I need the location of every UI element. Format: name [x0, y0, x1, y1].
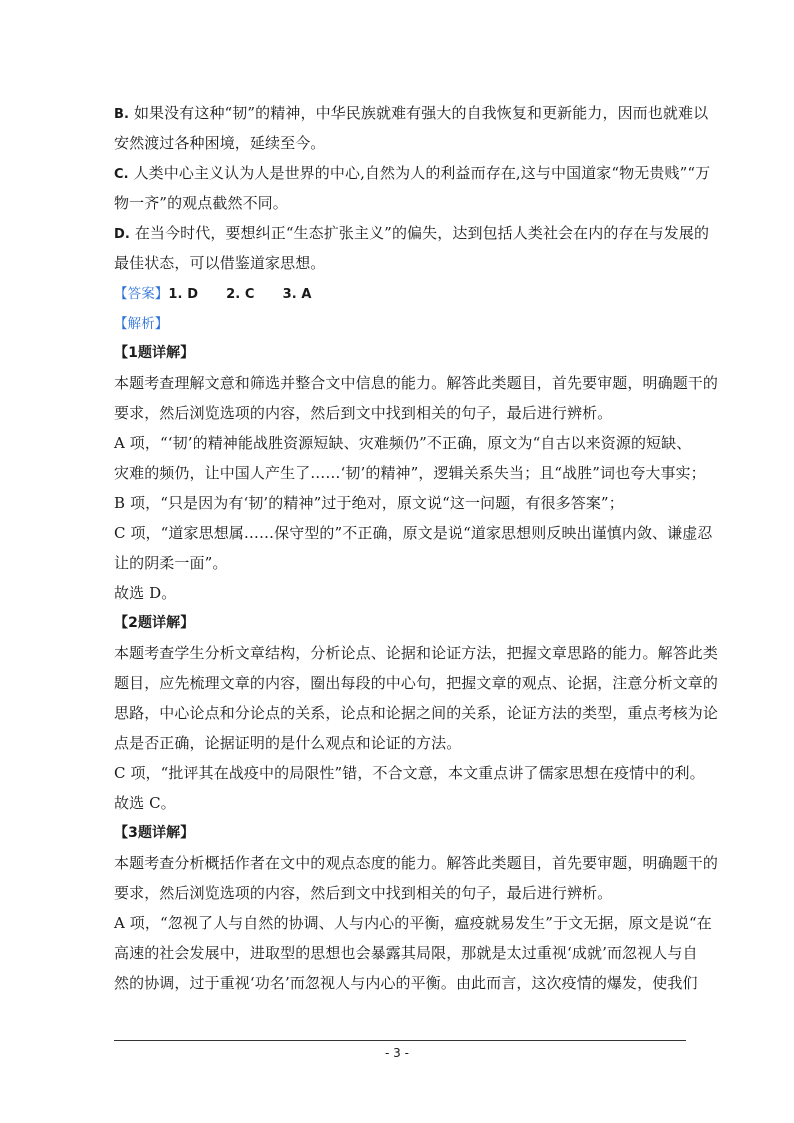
q2-line-3: 思路，中心论点和分论点的关系，论点和论据之间的关系，论证方法的类型，重点考核为论 — [114, 704, 719, 722]
page-number: - 3 - — [385, 1046, 409, 1060]
option-d-line-2: 最佳状态，可以借鉴道家思想。 — [114, 254, 326, 272]
q1-line-7: 让的阴柔一面”。 — [114, 554, 228, 572]
footer-divider — [114, 1040, 686, 1041]
answer-line — [114, 278, 686, 308]
option-c-label: C. — [114, 167, 129, 182]
q3-line-4: 高速的社会发展中，进取型的思想也会暴露其局限，那就是太过重视‘成就’而忽视人与自 — [114, 944, 698, 962]
option-d-line-1 — [114, 218, 710, 248]
option-b-line-2: 安然渡过各种困境，延续至今。 — [114, 134, 326, 152]
q1-line-5: B 项，“只是因为有‘韧’的精神”过于绝对，原文说“这一问题，有很多答案”； — [114, 494, 624, 512]
q3-line-5: 然的协调，过于重视‘功名’而忽视人与内心的平衡。由此而言，这次疫情的爆发，使我们 — [114, 974, 698, 992]
option-c-line-2: 物一齐”的观点截然不同。 — [114, 194, 288, 212]
answer-1: 1. D — [168, 287, 199, 302]
analysis-heading: 【解析】 — [114, 316, 169, 332]
answer-values — [168, 287, 339, 302]
analysis-line — [114, 308, 686, 338]
q2-line-5: C 项，“批评其在战疫中的局限性”错，不合文意，本文重点讲了儒家思想在疫情中的利。 — [114, 764, 705, 782]
option-d-label: D. — [114, 227, 130, 242]
q2-line-4: 点是否正确，论据证明的是什么观点和论证的方法。 — [114, 734, 462, 752]
q2-line-6: 故选 C。 — [114, 794, 176, 812]
option-b-line-1 — [114, 98, 709, 128]
answer-3: 3. A — [282, 287, 312, 302]
q1-line-6: C 项，“道家思想属……保守型的”不正确，原文是说“道家思想则反映出谨慎内敛、谦虚忍 — [114, 524, 713, 542]
q2-line-2: 题目，应先梳理文章的内容，圈出每段的中心句，把握文章的观点、论据，注意分析文章的 — [114, 674, 719, 692]
option-b-label: B. — [114, 107, 130, 122]
q3-line-3: A 项，“忽视了人与自然的协调、人与内心的平衡，瘟疫就易发生”于文无据，原文是说“在 — [114, 914, 712, 932]
q3-line-1: 本题考查分析概括作者在文中的观点态度的能力。解答此类题目，首先要审题，明确题干的 — [114, 854, 719, 872]
q2-line-1: 本题考查学生分析文章结构，分析论点、论据和论证方法，把握文章思路的能力。解答此类 — [114, 644, 719, 662]
q3-heading: 【3题详解】 — [114, 825, 195, 841]
q2-heading: 【2题详解】 — [114, 615, 195, 631]
answer-2: 2. C — [226, 287, 255, 302]
page-content — [114, 98, 719, 998]
q1-line-2: 要求，然后浏览选项的内容，然后到文中找到相关的句子，最后进行辨析。 — [114, 404, 613, 422]
q1-line-3: A 项，“‘韧’的精神能战胜资源短缺、灾难频仍”不正确，原文为“自古以来资源的短缺、 — [114, 434, 692, 452]
answer-heading: 【答案】 — [114, 286, 169, 302]
q1-line-8: 故选 D。 — [114, 584, 177, 602]
option-c-text-1: 人类中心主义认为人是世界的中心,自然为人的利益而存在,这与中国道家“物无贵贱”“万 — [133, 164, 711, 182]
q1-line-1: 本题考查理解文意和筛选并整合文中信息的能力。解答此类题目，首先要审题，明确题干的 — [114, 374, 719, 392]
q1-line-4: 灾难的频仍，让中国人产生了……‘韧’的精神”，逻辑关系失当；且“战胜”词也夸大事实； — [114, 464, 706, 482]
q1-heading: 【1题详解】 — [114, 345, 195, 361]
q3-line-2: 要求，然后浏览选项的内容，然后到文中找到相关的句子，最后进行辨析。 — [114, 884, 613, 902]
option-d-text-1: 在当今时代，要想纠正“生态扩张主义”的偏失，达到包括人类社会在内的存在与发展的 — [134, 224, 710, 242]
option-b-text-1: 如果没有这种“韧”的精神，中华民族就难有强大的自我恢复和更新能力，因而也就难以 — [133, 104, 709, 122]
option-c-line-1 — [114, 158, 711, 188]
